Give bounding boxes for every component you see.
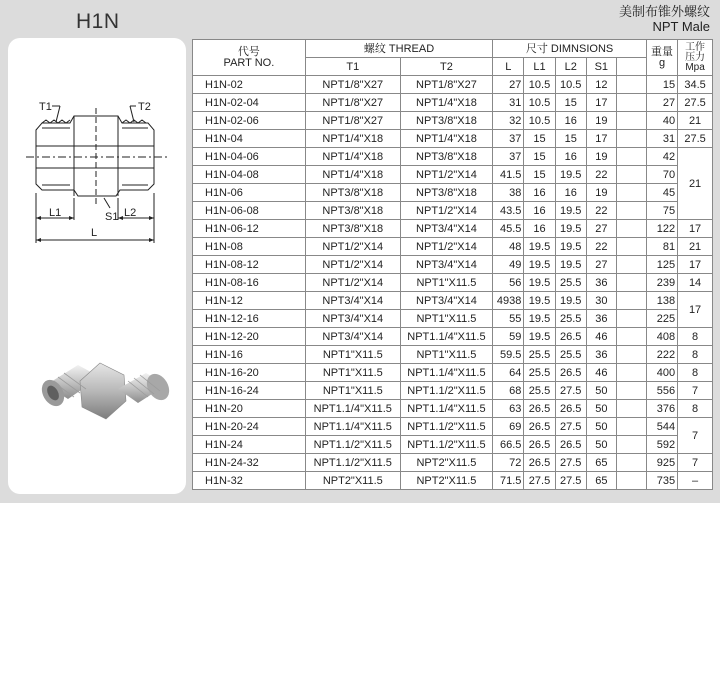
cell-weight: 556 (646, 382, 677, 400)
cell-part-no: H1N-02-04 (193, 94, 306, 112)
table-row (193, 256, 713, 274)
cell-l1: 25.5 (524, 382, 555, 400)
cell-l: 37 (493, 148, 524, 166)
cell-l1: 19.5 (524, 256, 555, 274)
cell-l2: 19.5 (555, 256, 586, 274)
cell-blank (616, 400, 646, 418)
cell-part-no: H1N-08 (193, 238, 306, 256)
cell-t2: NPT3/8"X18 (400, 112, 492, 130)
cell-weight: 592 (646, 436, 677, 454)
cell-t1: NPT1/2"X14 (305, 256, 400, 274)
cell-l1: 26.5 (524, 400, 555, 418)
cell-pressure: 14 (678, 274, 713, 292)
cell-t2: NPT3/4"X14 (400, 256, 492, 274)
cell-l: 49 (493, 256, 524, 274)
cell-l1: 10.5 (524, 76, 555, 94)
cell-t1: NPT1.1/4"X11.5 (305, 400, 400, 418)
cell-s1: 50 (586, 400, 616, 418)
cell-blank (616, 112, 646, 130)
cell-t1: NPT3/8"X18 (305, 202, 400, 220)
cell-weight: 122 (646, 220, 677, 238)
cell-t1: NPT3/4"X14 (305, 292, 400, 310)
header-l2: L2 (555, 58, 586, 76)
cell-blank (616, 364, 646, 382)
cell-l1: 25.5 (524, 346, 555, 364)
table-row (193, 418, 713, 436)
cell-s1: 27 (586, 256, 616, 274)
cell-weight: 15 (646, 76, 677, 94)
cell-l: 38 (493, 184, 524, 202)
cell-l: 59 (493, 328, 524, 346)
header-weight-cn: 重量 (651, 45, 674, 58)
cell-weight: 81 (646, 238, 677, 256)
cell-s1: 46 (586, 328, 616, 346)
cell-weight: 400 (646, 364, 677, 382)
cell-blank (616, 436, 646, 454)
cell-l1: 10.5 (524, 112, 555, 130)
cell-blank (616, 472, 646, 490)
header-t2: T2 (400, 58, 492, 76)
cell-t2: NPT1"X11.5 (400, 310, 492, 328)
cell-t1: NPT3/4"X14 (305, 310, 400, 328)
cell-pressure: 27.5 (678, 130, 713, 148)
cell-pressure: 21 (678, 112, 713, 130)
cell-pressure: 8 (678, 346, 713, 364)
cell-pressure: 8 (678, 364, 713, 382)
cell-l1: 25.5 (524, 364, 555, 382)
fitting-photo (8, 323, 186, 453)
cell-t1: NPT1.1/2"X11.5 (305, 454, 400, 472)
specification-table-body (193, 76, 713, 490)
table-row (193, 382, 713, 400)
header-s1: S1 (586, 58, 616, 76)
header-pressure (678, 40, 713, 76)
cell-l2: 19.5 (555, 220, 586, 238)
cell-l2: 16 (555, 148, 586, 166)
cell-t1: NPT1"X11.5 (305, 346, 400, 364)
cell-part-no: H1N-04-06 (193, 148, 306, 166)
cell-weight: 544 (646, 418, 677, 436)
cell-l: 69 (493, 418, 524, 436)
cell-t2: NPT1.1/2"X11.5 (400, 418, 492, 436)
table-row (193, 238, 713, 256)
cell-weight: 925 (646, 454, 677, 472)
cell-t2: NPT1.1/4"X11.5 (400, 400, 492, 418)
cell-part-no: H1N-06 (193, 184, 306, 202)
cell-pressure: 34.5 (678, 76, 713, 94)
cell-blank (616, 328, 646, 346)
cell-s1: 50 (586, 436, 616, 454)
cell-t2: NPT1/4"X18 (400, 94, 492, 112)
cell-l: 31 (493, 94, 524, 112)
cell-t1: NPT1/8"X27 (305, 76, 400, 94)
cell-l2: 26.5 (555, 436, 586, 454)
cell-weight: 45 (646, 184, 677, 202)
cell-pressure: 21 (678, 238, 713, 256)
cell-weight: 70 (646, 166, 677, 184)
cell-t2: NPT1"X11.5 (400, 346, 492, 364)
cell-part-no: H1N-04-08 (193, 166, 306, 184)
table-row (193, 328, 713, 346)
cell-weight: 125 (646, 256, 677, 274)
label-s1: S1 (105, 211, 119, 223)
cell-part-no: H1N-02-06 (193, 112, 306, 130)
cell-weight: 225 (646, 310, 677, 328)
specification-table-wrapper (192, 39, 713, 490)
cell-weight: 222 (646, 346, 677, 364)
cell-l2: 15 (555, 130, 586, 148)
cell-blank (616, 382, 646, 400)
cell-part-no: H1N-32 (193, 472, 306, 490)
cell-l2: 27.5 (555, 472, 586, 490)
subtitle (619, 4, 710, 34)
cell-blank (616, 148, 646, 166)
cell-t1: NPT1.1/2"X11.5 (305, 436, 400, 454)
cell-blank (616, 202, 646, 220)
cell-l1: 16 (524, 220, 555, 238)
header-t1: T1 (305, 58, 400, 76)
cell-t1: NPT1/4"X18 (305, 148, 400, 166)
cell-s1: 19 (586, 148, 616, 166)
cell-t1: NPT1/2"X14 (305, 238, 400, 256)
cell-t2: NPT1.1/2"X11.5 (400, 382, 492, 400)
cell-s1: 36 (586, 346, 616, 364)
cell-l: 48 (493, 238, 524, 256)
cell-l: 71.5 (493, 472, 524, 490)
cell-t1: NPT1/8"X27 (305, 112, 400, 130)
cell-part-no: H1N-16-24 (193, 382, 306, 400)
cell-part-no: H1N-20-24 (193, 418, 306, 436)
cell-pressure: 7 (678, 418, 713, 454)
cell-l1: 19.5 (524, 310, 555, 328)
cell-blank (616, 166, 646, 184)
cell-blank (616, 94, 646, 112)
table-row (193, 310, 713, 328)
table-row (193, 184, 713, 202)
cell-pressure: 17 (678, 220, 713, 238)
cell-s1: 50 (586, 382, 616, 400)
cell-l2: 27.5 (555, 418, 586, 436)
cell-part-no: H1N-16-20 (193, 364, 306, 382)
table-row (193, 274, 713, 292)
cell-l: 4938 (493, 292, 524, 310)
cell-t2: NPT2"X11.5 (400, 472, 492, 490)
table-row (193, 94, 713, 112)
table-row (193, 436, 713, 454)
cell-weight: 27 (646, 94, 677, 112)
cell-l: 59.5 (493, 346, 524, 364)
label-t1: T1 (39, 101, 52, 113)
cell-part-no: H1N-16 (193, 346, 306, 364)
cell-l1: 26.5 (524, 454, 555, 472)
cell-pressure: 7 (678, 454, 713, 472)
cell-part-no: H1N-20 (193, 400, 306, 418)
cell-part-no: H1N-12-20 (193, 328, 306, 346)
cell-part-no: H1N-02 (193, 76, 306, 94)
cell-weight: 31 (646, 130, 677, 148)
cell-pressure: 27.5 (678, 94, 713, 112)
cell-pressure: 8 (678, 400, 713, 418)
cell-pressure: 21 (678, 148, 713, 220)
cell-l1: 16 (524, 184, 555, 202)
cell-t2: NPT1/2"X14 (400, 166, 492, 184)
cell-part-no: H1N-08-16 (193, 274, 306, 292)
cell-l2: 27.5 (555, 454, 586, 472)
cell-t1: NPT3/8"X18 (305, 184, 400, 202)
cell-blank (616, 418, 646, 436)
cell-l2: 25.5 (555, 346, 586, 364)
cell-t1: NPT1"X11.5 (305, 382, 400, 400)
cell-t2: NPT1/8"X27 (400, 76, 492, 94)
cell-blank (616, 130, 646, 148)
header-weight-unit: g (658, 56, 666, 69)
cell-t1: NPT3/4"X14 (305, 328, 400, 346)
cell-l1: 19.5 (524, 238, 555, 256)
cell-l: 56 (493, 274, 524, 292)
table-row (193, 202, 713, 220)
header-part-no (193, 40, 306, 76)
cell-l1: 16 (524, 202, 555, 220)
header-pressure-unit: Mpa (685, 61, 705, 73)
cell-l: 27 (493, 76, 524, 94)
illustration-panel (8, 38, 186, 494)
specification-table (192, 39, 713, 490)
cell-l2: 19.5 (555, 292, 586, 310)
cell-t1: NPT3/8"X18 (305, 220, 400, 238)
subtitle-cn: 美制布锥外螺纹 (618, 4, 710, 19)
cell-t2: NPT1.1/2"X11.5 (400, 436, 492, 454)
cell-l2: 25.5 (555, 274, 586, 292)
cell-blank (616, 346, 646, 364)
cell-l: 64 (493, 364, 524, 382)
cell-t2: NPT1/4"X18 (400, 130, 492, 148)
header-thread: 螺纹 THREAD (305, 40, 492, 58)
cell-l1: 26.5 (524, 418, 555, 436)
cell-s1: 19 (586, 112, 616, 130)
cell-pressure: 8 (678, 328, 713, 346)
cell-l2: 26.5 (555, 328, 586, 346)
table-row (193, 346, 713, 364)
cell-t1: NPT1/4"X18 (305, 166, 400, 184)
cell-weight: 376 (646, 400, 677, 418)
table-row (193, 364, 713, 382)
cell-pressure: 17 (678, 292, 713, 328)
cell-part-no: H1N-24-32 (193, 454, 306, 472)
cell-s1: 22 (586, 202, 616, 220)
cell-blank (616, 310, 646, 328)
subtitle-en: NPT Male (652, 19, 710, 34)
cell-s1: 36 (586, 274, 616, 292)
cell-l: 72 (493, 454, 524, 472)
cell-t2: NPT2"X11.5 (400, 454, 492, 472)
cell-blank (616, 292, 646, 310)
cell-l: 37 (493, 130, 524, 148)
cell-blank (616, 184, 646, 202)
cell-blank (616, 274, 646, 292)
cell-l2: 16 (555, 184, 586, 202)
cell-part-no: H1N-06-08 (193, 202, 306, 220)
cell-t2: NPT1/2"X14 (400, 238, 492, 256)
header-pressure-cn2: 压力 (685, 51, 706, 63)
table-row (193, 292, 713, 310)
model-title: H1N (76, 10, 120, 33)
cell-weight: 138 (646, 292, 677, 310)
cell-blank (616, 76, 646, 94)
table-row (193, 472, 713, 490)
cell-weight: 735 (646, 472, 677, 490)
cell-weight: 40 (646, 112, 677, 130)
cell-l1: 15 (524, 148, 555, 166)
cell-l: 68 (493, 382, 524, 400)
header-pressure-cn1: 工作 (685, 41, 706, 53)
cell-l2: 19.5 (555, 166, 586, 184)
cell-t2: NPT1.1/4"X11.5 (400, 328, 492, 346)
cell-blank (616, 256, 646, 274)
cell-part-no: H1N-08-12 (193, 256, 306, 274)
cell-s1: 17 (586, 94, 616, 112)
cell-l1: 15 (524, 166, 555, 184)
cell-t1: NPT1/2"X14 (305, 274, 400, 292)
cell-l2: 15 (555, 94, 586, 112)
cell-s1: 19 (586, 184, 616, 202)
label-l2: L2 (124, 207, 137, 219)
cell-s1: 30 (586, 292, 616, 310)
label-l: L (91, 227, 98, 239)
cell-part-no: H1N-12-16 (193, 310, 306, 328)
cell-t1: NPT1.1/4"X11.5 (305, 418, 400, 436)
header-l: L (493, 58, 524, 76)
cell-weight: 75 (646, 202, 677, 220)
cell-pressure: 7 (678, 382, 713, 400)
cell-t2: NPT3/4"X14 (400, 292, 492, 310)
cell-blank (616, 220, 646, 238)
cell-l: 41.5 (493, 166, 524, 184)
table-row (193, 400, 713, 418)
cell-t1: NPT2"X11.5 (305, 472, 400, 490)
cell-s1: 36 (586, 310, 616, 328)
cell-l1: 19.5 (524, 274, 555, 292)
cell-l1: 19.5 (524, 292, 555, 310)
table-row (193, 76, 713, 94)
cell-t2: NPT1"X11.5 (400, 274, 492, 292)
table-row (193, 220, 713, 238)
cell-s1: 22 (586, 238, 616, 256)
cell-s1: 65 (586, 472, 616, 490)
cell-s1: 50 (586, 418, 616, 436)
cell-l2: 19.5 (555, 238, 586, 256)
cell-pressure: – (678, 472, 713, 490)
label-l1: L1 (49, 207, 62, 219)
label-t2: T2 (138, 101, 151, 113)
cell-part-no: H1N-06-12 (193, 220, 306, 238)
cell-l2: 25.5 (555, 310, 586, 328)
table-row (193, 454, 713, 472)
cell-t2: NPT3/8"X18 (400, 148, 492, 166)
cell-s1: 12 (586, 76, 616, 94)
header-dimensions: 尺寸 DIMNSIONS (493, 40, 647, 58)
cell-l: 32 (493, 112, 524, 130)
cell-l: 45.5 (493, 220, 524, 238)
table-row (193, 112, 713, 130)
cell-l2: 10.5 (555, 76, 586, 94)
cell-l2: 26.5 (555, 400, 586, 418)
cell-pressure: 17 (678, 256, 713, 274)
cell-t1: NPT1"X11.5 (305, 364, 400, 382)
header-blank (616, 58, 646, 76)
cell-l2: 27.5 (555, 382, 586, 400)
header-part-cn: 代号 (237, 45, 260, 58)
cell-l1: 19.5 (524, 328, 555, 346)
cell-s1: 17 (586, 130, 616, 148)
cell-l: 66.5 (493, 436, 524, 454)
cell-l: 55 (493, 310, 524, 328)
cell-weight: 408 (646, 328, 677, 346)
cell-blank (616, 454, 646, 472)
cell-l2: 19.5 (555, 202, 586, 220)
cell-t1: NPT1/8"X27 (305, 94, 400, 112)
cell-s1: 46 (586, 364, 616, 382)
cell-t2: NPT1/2"X14 (400, 202, 492, 220)
cell-s1: 65 (586, 454, 616, 472)
cell-part-no: H1N-24 (193, 436, 306, 454)
cell-t2: NPT1.1/4"X11.5 (400, 364, 492, 382)
cell-t1: NPT1/4"X18 (305, 130, 400, 148)
cell-weight: 42 (646, 148, 677, 166)
cell-s1: 27 (586, 220, 616, 238)
cell-weight: 239 (646, 274, 677, 292)
cell-l2: 26.5 (555, 364, 586, 382)
cell-part-no: H1N-12 (193, 292, 306, 310)
cell-part-no: H1N-04 (193, 130, 306, 148)
header-l1: L1 (524, 58, 555, 76)
table-row (193, 166, 713, 184)
cell-t2: NPT3/8"X18 (400, 184, 492, 202)
cell-l1: 10.5 (524, 94, 555, 112)
cell-l: 43.5 (493, 202, 524, 220)
cell-l2: 16 (555, 112, 586, 130)
table-row (193, 148, 713, 166)
header-part-en: PART NO. (223, 56, 275, 69)
header-weight (646, 40, 677, 76)
cell-l: 63 (493, 400, 524, 418)
cell-t2: NPT3/4"X14 (400, 220, 492, 238)
cell-l1: 15 (524, 130, 555, 148)
cell-l1: 26.5 (524, 436, 555, 454)
table-row (193, 130, 713, 148)
cell-s1: 22 (586, 166, 616, 184)
cell-blank (616, 238, 646, 256)
cell-l1: 27.5 (524, 472, 555, 490)
